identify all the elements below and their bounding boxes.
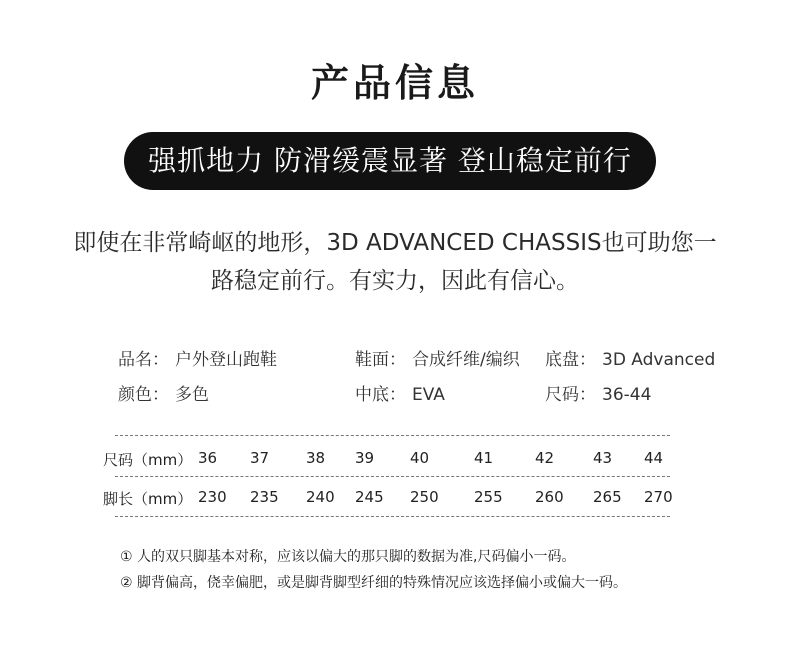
size-cell: 37 xyxy=(250,449,270,467)
length-cell: 245 xyxy=(355,488,384,506)
page-title: 产品信息 xyxy=(310,61,479,105)
note-1: ① 人的双只脚基本对称，应该以偏大的那只脚的数据为准,尺码偏小一码。 xyxy=(120,549,576,565)
spec-midsole-label: 中底： xyxy=(355,385,406,405)
length-cell: 260 xyxy=(535,488,564,506)
spec-midsole xyxy=(355,380,445,405)
length-cell: 230 xyxy=(198,488,227,506)
spec-size xyxy=(545,380,651,405)
spec-size-label: 尺码： xyxy=(545,385,596,405)
size-cell: 40 xyxy=(410,449,430,467)
size-cell: 36 xyxy=(198,449,218,467)
spec-name-label: 品名： xyxy=(118,350,169,370)
spec-color-value: 多色 xyxy=(175,385,209,405)
size-cell: 43 xyxy=(593,449,613,467)
table-divider-middle xyxy=(115,476,670,477)
note-2: ② 脚背偏高，侥幸偏肥，或是脚背脚型纤细的特殊情况应该选择偏小或偏大一码。 xyxy=(120,575,627,591)
size-cell: 44 xyxy=(644,449,664,467)
spec-size-value: 36-44 xyxy=(602,385,652,405)
size-cell: 39 xyxy=(355,449,375,467)
spec-name-value: 户外登山跑鞋 xyxy=(175,350,277,370)
size-row xyxy=(0,449,790,471)
table-divider-bottom xyxy=(115,516,670,517)
description-line-2: 路稳定前行。有实力，因此有信心。 xyxy=(211,268,579,294)
length-cell: 270 xyxy=(644,488,673,506)
description-line-1: 即使在非常崎岖的地形，3D ADVANCED CHASSIS也可助您一 xyxy=(73,230,717,256)
length-cell: 265 xyxy=(593,488,622,506)
length-row xyxy=(0,488,790,510)
slogan-banner: 强抓地力 防滑缓震显著 登山稳定前行 xyxy=(124,132,656,190)
spec-upper xyxy=(355,345,520,370)
spec-sole-label: 底盘： xyxy=(545,350,596,370)
spec-sole-value: 3D Advanced xyxy=(602,350,716,370)
spec-name xyxy=(118,345,277,370)
table-divider-top xyxy=(115,435,670,436)
spec-upper-value: 合成纤维/编织 xyxy=(412,350,520,370)
spec-sole xyxy=(545,345,715,370)
size-cell: 38 xyxy=(306,449,326,467)
length-row-label: 脚长（mm） xyxy=(103,490,193,508)
spec-color xyxy=(118,380,209,405)
length-cell: 250 xyxy=(410,488,439,506)
spec-upper-label: 鞋面： xyxy=(355,350,406,370)
length-cell: 240 xyxy=(306,488,335,506)
length-cell: 255 xyxy=(474,488,503,506)
size-cell: 41 xyxy=(474,449,494,467)
size-cell: 42 xyxy=(535,449,555,467)
spec-midsole-value: EVA xyxy=(412,385,445,405)
size-row-label: 尺码（mm） xyxy=(103,451,193,469)
length-cell: 235 xyxy=(250,488,279,506)
spec-color-label: 颜色： xyxy=(118,385,169,405)
